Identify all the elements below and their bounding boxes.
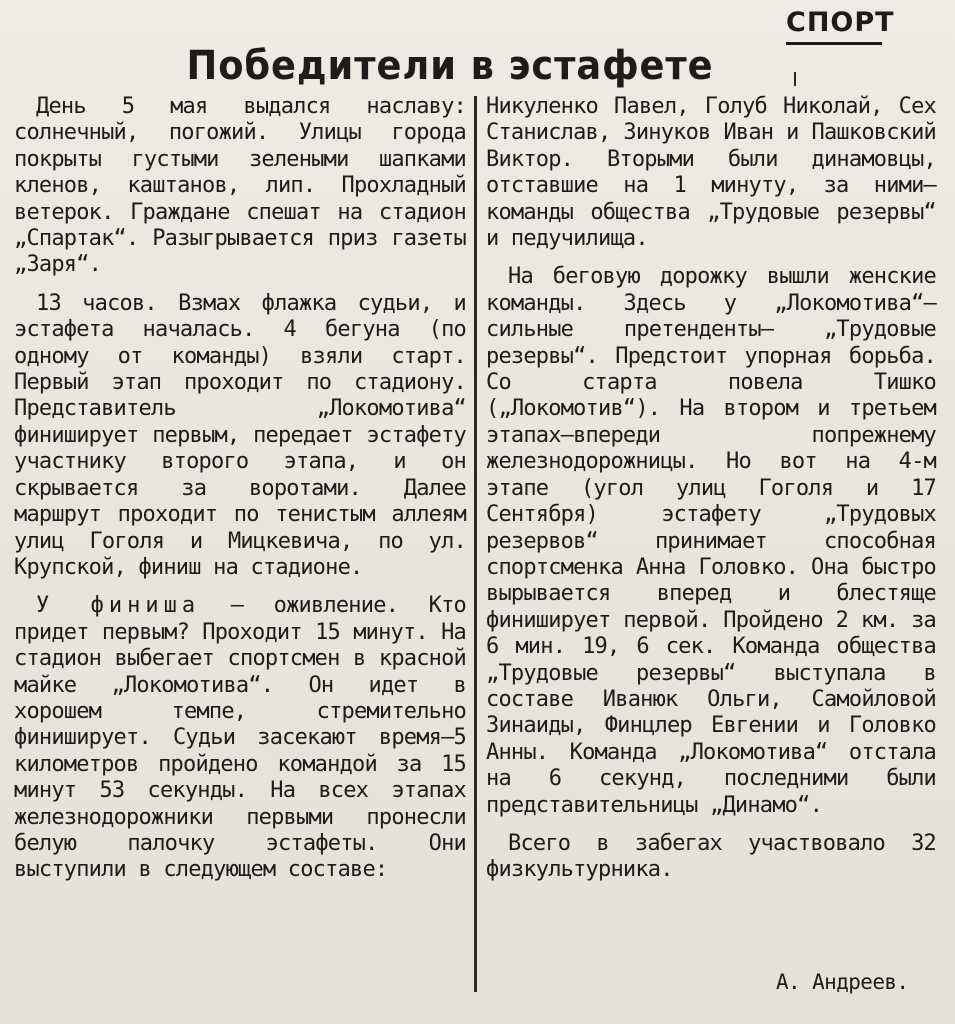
- article-column-right: [486, 94, 936, 884]
- paragraph-finish: [14, 593, 466, 883]
- paragraph: День 5 мая выдался наславу: солнечный, погожий. Улицы города покрыты густыми зелеными шапками кленов, каштанов, лип. Прохладный ветерок. Граждане спешат на стадион „Спартак“. Разыгрывается приз газеты „Заря“.: [14, 94, 466, 278]
- paragraph: На беговую дорожку вышли женские команды. Здесь у „Локомотива“— сильные претенденты— „Трудовые резервы“. Предстоит упорная борьба. Со старта повела Тишко („Локомотив“). На втором и третьем этапах—впереди попрежнему железнодорожницы. Но вот на 4-м этапе (угол улиц Гоголя и 17 Сентября) эстафету „Трудовых резервов“ принимает способная спортсменка Анна Головко. Она быстро вырывается вперед и блестяще финиширует первой. Пройдено 2 км. за 6 мин. 19, 6 сек. Команда общества „Трудовые резервы“ выступала в составе Иванюк Ольги, Самойловой Зинаиды, Финцлер Евгении и Головко Анны. Команда „Локомотива“ отстала на 6 секунд, последними были представительницы „Динамо“.: [486, 264, 936, 818]
- section-label: СПОРТ: [786, 4, 882, 45]
- rule-mark: [794, 72, 796, 86]
- spaced-lead: У финиша: [36, 593, 201, 619]
- paragraph: Всего в забегах участвовало 32 физкультурника.: [486, 830, 936, 883]
- paragraph: 13 часов. Взмах флажка судьи, и эстафета началась. 4 бегуна (по одному от команды) взяли старт. Первый этап проходит по стадиону. Представитель „Локомотива“ финиширует первым, передает эстафету участнику второго этапа, и он скрывается за воротами. Далее маршрут проходит по тенистым аллеям улиц Гоголя и Мицкевича, по ул. Крупской, финиш на стадионе.: [14, 290, 466, 580]
- author-signature: А. Андреев.: [776, 970, 909, 994]
- article-column-left: [14, 94, 466, 884]
- paragraph: Никуленко Павел, Голуб Николай, Сех Станислав, Зинуков Иван и Пашковский Виктор. Вторыми были динамовцы, отставшие на 1 минуту, за ними—команды общества „Трудовые резервы“ и педучилища.: [486, 94, 936, 252]
- article-headline: Победители в эстафете: [186, 43, 714, 89]
- column-divider: [474, 96, 477, 992]
- paragraph-finish-text: — оживление. Кто придет первым? Проходит 15 минут. На стадион выбегает спортсмен в красной майке „Локомотива“. Он идет в хорошем темпе, стремительно финиширует. Судьи засекают время—5 километров пройдено командой за 15 минут 53 секунды. На всех этапах железнодорожники первыми пронесли белую палочку эстафеты. Они выступили в следующем составе:: [14, 593, 466, 883]
